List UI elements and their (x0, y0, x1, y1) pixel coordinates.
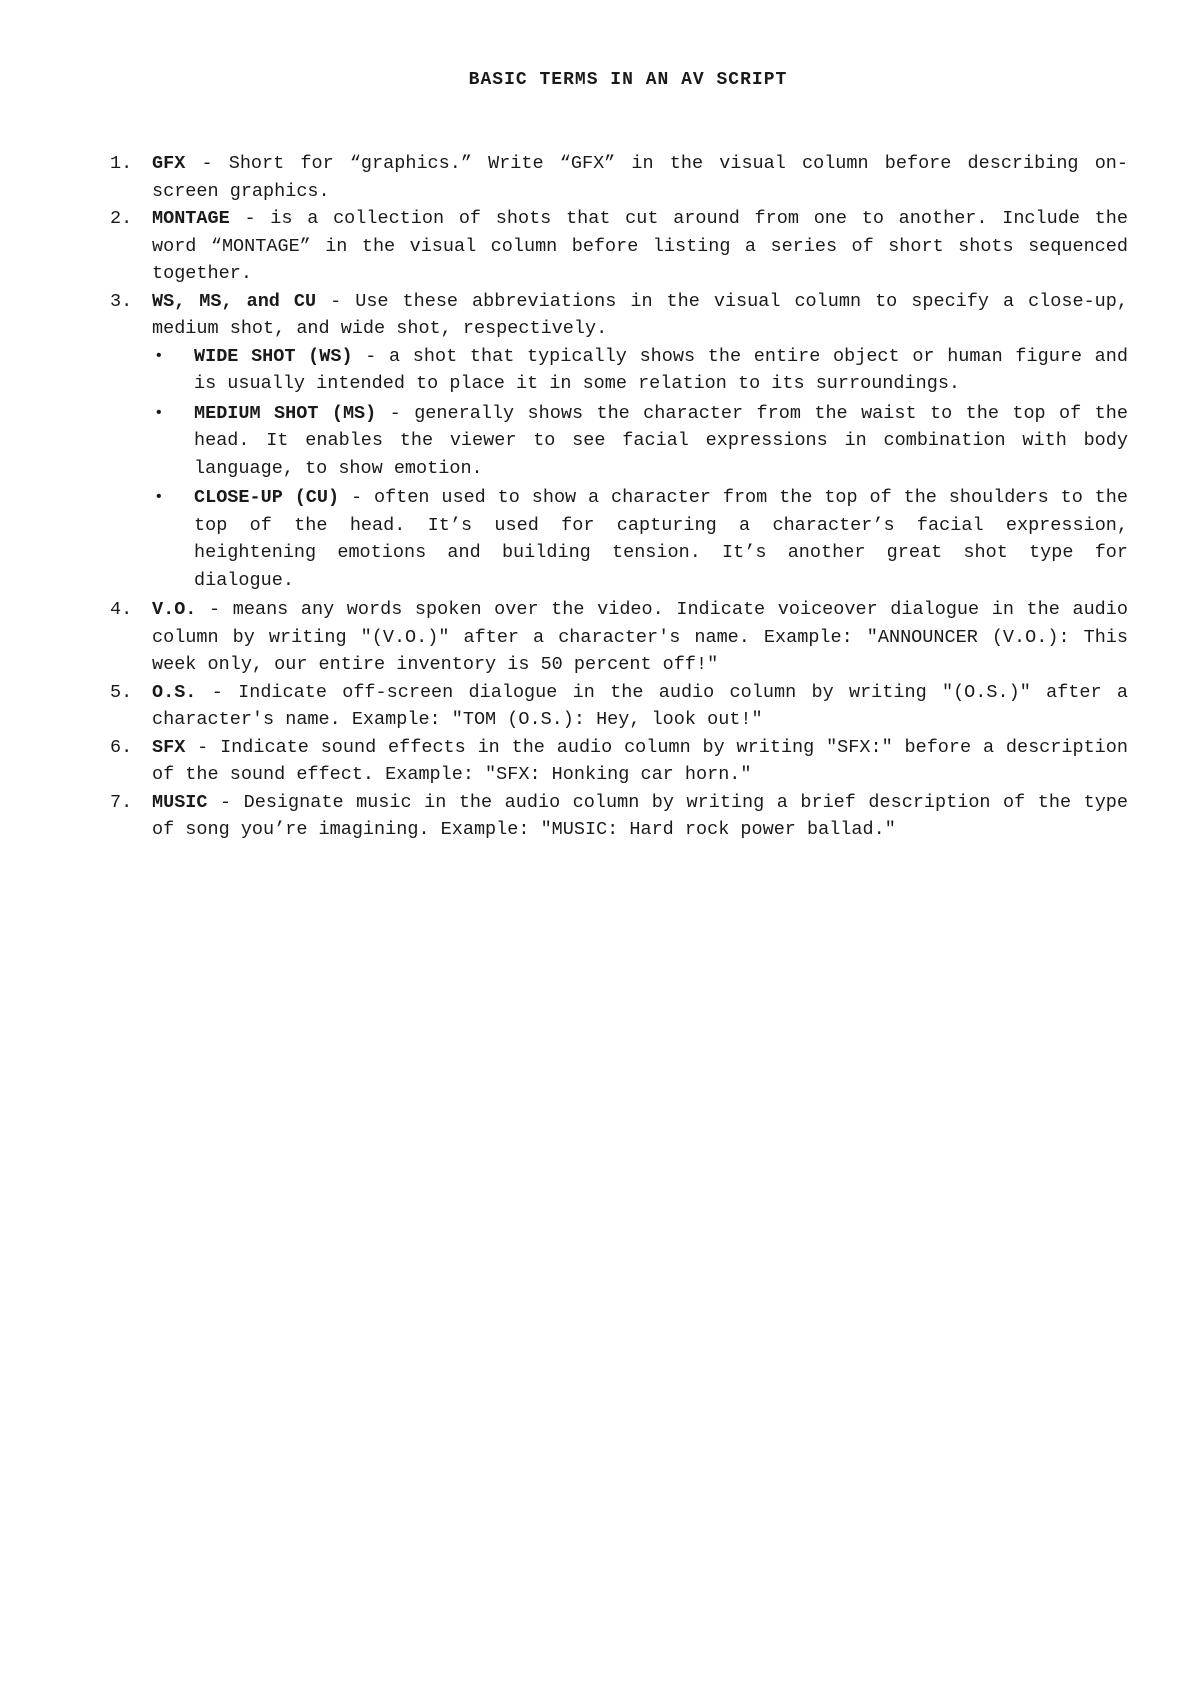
term-number: 3. (110, 290, 133, 312)
subterm-item-medium-shot (152, 400, 1128, 483)
term-description: - Short for “graphics.” Write “GFX” in the visual column before describing on-screen graphics. (152, 153, 1128, 202)
term-number: 7. (110, 791, 133, 813)
subterm-name: MEDIUM SHOT (MS) (194, 402, 377, 424)
subterm-name: WIDE SHOT (WS) (194, 345, 353, 367)
term-description: - means any words spoken over the video. Indicate voiceover dialogue in the audio column by writing "(V.O.)" after a character's name. Example: "ANNOUNCER (V.O.): This week only, our entire inventory is 50 percent off!" (152, 599, 1128, 675)
term-number: 5. (110, 681, 133, 703)
term-item-sfx (108, 734, 1128, 789)
subterm-name: CLOSE-UP (CU) (194, 487, 340, 508)
term-name: V.O. (152, 599, 197, 620)
term-item-off-screen (108, 679, 1128, 734)
subterm-description: - a shot that typically shows the entire object or human figure and is usually intended to place it in some relation to its surroundings. (194, 345, 1128, 394)
term-description: - Use these abbreviations in the visual column to specify a close-up, medium shot, and wide shot, respectively. (152, 290, 1128, 339)
term-number: 2. (110, 208, 133, 229)
term-number: 6. (110, 736, 133, 758)
term-item-shot-abbreviations (108, 288, 1128, 595)
term-number: 4. (110, 599, 133, 620)
term-name: SFX (152, 736, 186, 758)
subterm-item-wide-shot (152, 343, 1128, 398)
term-name: MUSIC (152, 791, 208, 813)
term-name: WS, MS, and CU (152, 290, 317, 312)
term-description: - Designate music in the audio column by writing a brief description of the type of song you’re imagining. Example: "MUSIC: Hard rock power ballad." (152, 791, 1128, 840)
subterm-description: - generally shows the character from the waist to the top of the head. It enables the viewer to see facial expressions in combination with body language, to show emotion. (194, 402, 1128, 479)
shot-types-list (152, 343, 1128, 595)
term-description: - is a collection of shots that cut around from one to another. Include the word “MONTAGE” in the visual column before listing a series of short shots sequenced together. (152, 208, 1128, 284)
terms-list (108, 150, 1128, 844)
bullet-icon: • (154, 346, 164, 365)
term-item-montage (108, 205, 1128, 288)
bullet-icon: • (154, 488, 164, 506)
subterm-description: - often used to show a character from the top of the shoulders to the top of the head. It’s used for capturing a character’s facial expression, heightening emotions and building tension. It’s another great shot type for dialogue. (194, 487, 1128, 591)
term-number: 1. (110, 153, 133, 174)
term-name: O.S. (152, 681, 197, 703)
term-description: - Indicate off-screen dialogue in the audio column by writing "(O.S.)" after a character's name. Example: "TOM (O.S.): Hey, look out!" (152, 681, 1128, 730)
subterm-item-close-up (152, 484, 1128, 594)
term-description: - Indicate sound effects in the audio column by writing "SFX:" before a description of the sound effect. Example: "SFX: Honking car horn." (152, 736, 1128, 785)
term-name: GFX (152, 153, 186, 174)
term-item-gfx (108, 150, 1128, 205)
term-item-voiceover (108, 596, 1128, 679)
page-title: BASIC TERMS IN AN AV SCRIPT (468, 70, 788, 90)
term-name: MONTAGE (152, 208, 230, 229)
bullet-icon: • (154, 403, 164, 422)
term-item-music (108, 789, 1128, 844)
